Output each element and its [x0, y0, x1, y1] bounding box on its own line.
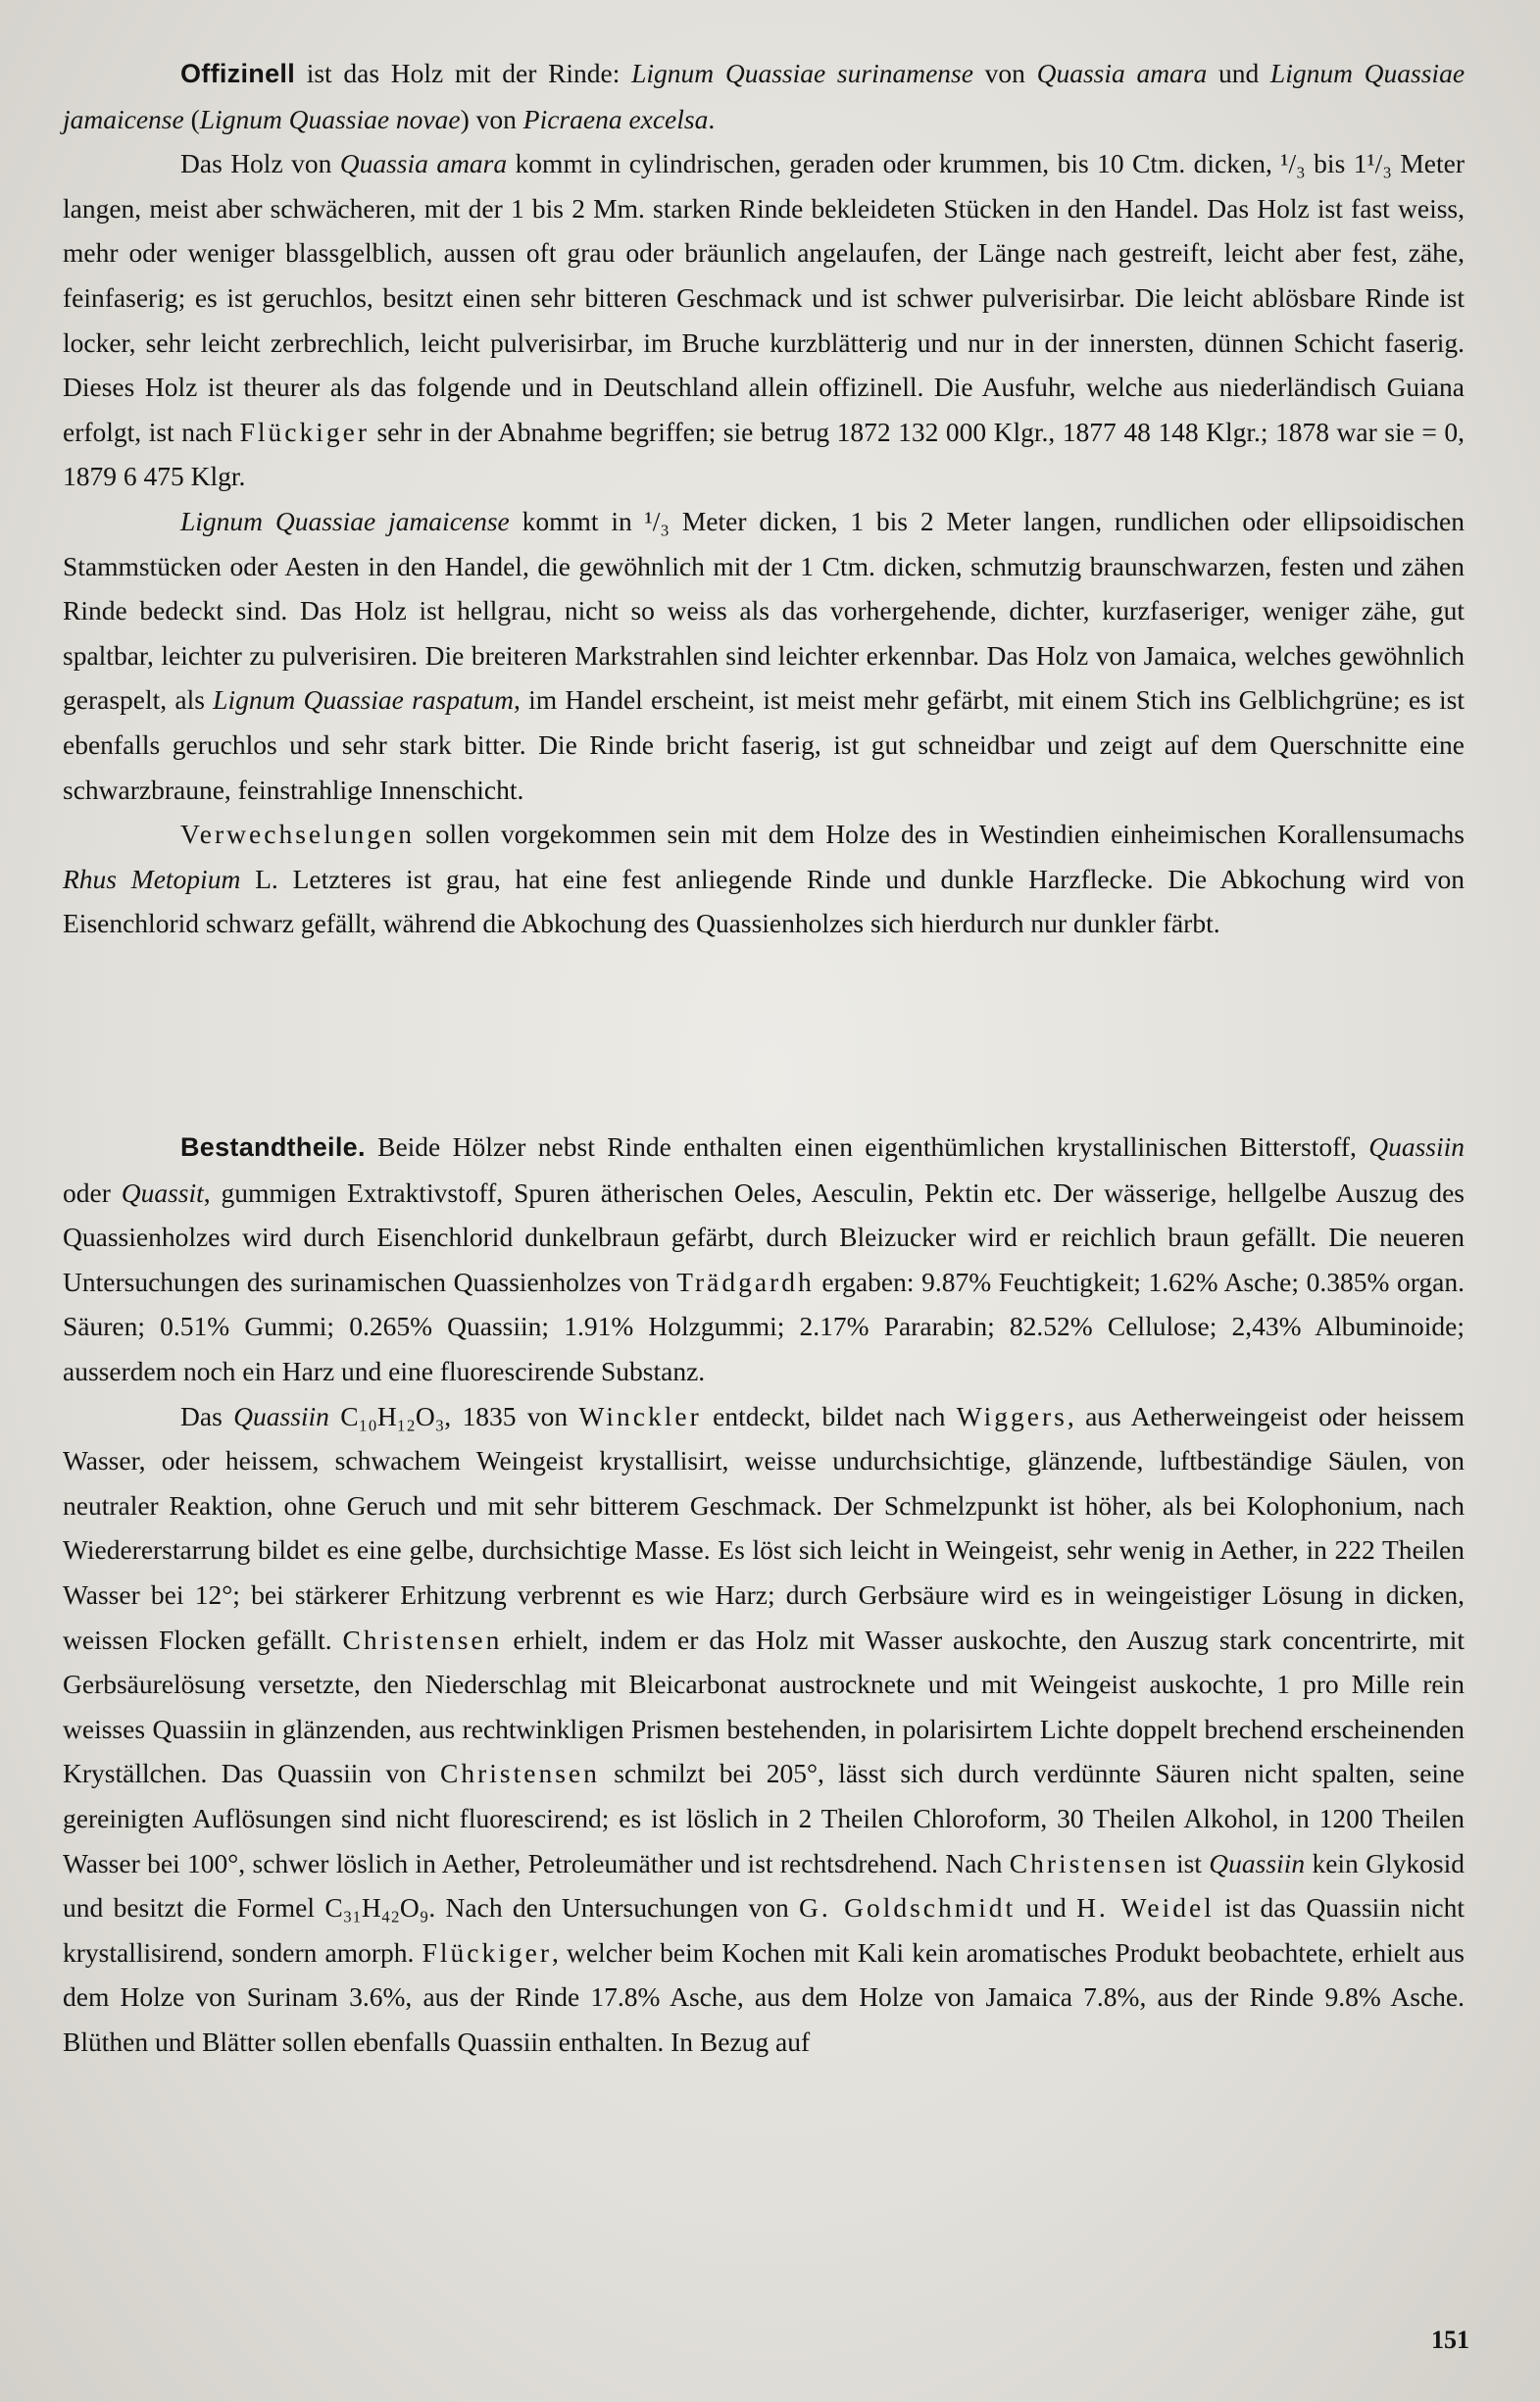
section-bestandtheile [63, 1125, 1465, 2064]
paragraph-quassia-jamaicense: Lignum Quassiae jamaicense kommt in ¹/₃ Meter dicken, 1 bis 2 Meter langen, rundlichen oder ellipsoidischen Stammstücken oder Aesten in den Handel, die gewöhnlich mit der 1 Ctm. dicken, schmutzig braunschwarzen, festen und zähen Rinde bedeckt sind. Das Holz ist hellgrau, nicht so weiss als das vorhergehende, dichter, kurzfaseriger, weniger zähe, gut spaltbar, leichter zu pulverisiren. Die breiteren Markstrahlen sind leichter erkennbar. Das Holz von Jamaica, welches gewöhnlich geraspelt, als Lignum Quassiae raspatum, im Handel erscheint, ist meist mehr gefärbt, mit einem Stich ins Gelblichgrüne; es ist ebenfalls geruchlos und sehr stark bitter. Die Rinde bricht faserig, ist gut schneidbar und zeigt auf dem Querschnitte eine schwarzbraune, feinstrahlige Innenschicht. [63, 505, 1465, 805]
paragraph-quassia-amara: Das Holz von Quassia amara kommt in cylindrischen, geraden oder krummen, bis 10 Ctm. dicken, ¹/₃ bis 1¹/₃ Meter langen, meist aber schwächeren, mit der 1 bis 2 Mm. starken Rinde bekleideten Stücken in den Handel. Das Holz ist fast weiss, mehr oder weniger blassgelblich, aussen oft grau oder bräunlich angelaufen, der Länge nach gestreift, leicht aber fest, zähe, feinfaserig; es ist geruchlos, besitzt einen sehr bitteren Geschmack und ist schwer pulverisirbar. Die leicht ablösbare Rinde ist locker, sehr leicht zerbrechlich, leicht pulverisirbar, im Bruche kurzblätterig und nur in der innersten, dünnen Schicht faserig. Dieses Holz ist theurer als das folgende und in Deutschland allein offizinell. Die Ausfuhr, welche aus niederländisch Guiana erfolgt, ist nach Flückiger sehr in der Abnahme begriffen; sie betrug 1872 132 000 Klgr., 1877 48 148 Klgr.; 1878 war sie = 0, 1879 6 475 Klgr. [63, 148, 1465, 492]
paragraph-quassiin: Das Quassiin C₁₀H₁₂O₃, 1835 von Winckler entdeckt, bildet nach Wiggers, aus Aetherweingeist oder heissem Wasser, oder heissem, schwachem Weingeist krystallisirt, weisse undurchsichtige, glänzende, luftbeständige Säulen, von neutraler Reaktion, ohne Geruch und mit sehr bitterem Geschmack. Der Schmelzpunkt ist höher, als bei Kolophonium, nach Wiedererstarrung bildet es eine gelbe, durchsichtige Masse. Es löst sich leicht in Weingeist, sehr wenig in Aether, in 222 Theilen Wasser bei 12°; bei stärkerer Erhitzung verbrennt es wie Harz; durch Gerbsäure wird es in weingeistiger Lösung in dicken, weissen Flocken gefällt. Christensen erhielt, indem er das Holz mit Wasser auskochte, den Auszug stark concentrirte, mit Gerbsäurelösung versetzte, den Niederschlag mit Bleicarbonat austrocknete und mit Weingeist auskochte, 1 pro Mille rein weisses Quassiin in glänzenden, aus rechtwinkligen Prismen bestehenden, in polarisirtem Lichte doppelt brechend erscheinenden Kryställchen. Das Quassiin von Christensen schmilzt bei 205°, lässt sich durch verdünnte Säuren nicht spalten, seine gereinigten Auflösungen sind nicht fluorescirend; es ist löslich in 2 Theilen Chloroform, 30 Theilen Alkohol, in 1200 Theilen Wasser bei 100°, schwer löslich in Aether, Petroleumäther und ist rechtsdrehend. Nach Christensen ist Quassiin kein Glykosid und besitzt die Formel C₃₁H₄₂O₉. Nach den Untersuchungen von G. Goldschmidt und H. Weidel ist das Quassiin nicht krystallisirend, sondern amorph. Flückiger, welcher beim Kochen mit Kali kein aromatisches Produkt beobachtete, erhielt aus dem Holze von Surinam 3.6%, aus der Rinde 17.8% Asche, aus dem Holze von Jamaica 7.8%, aus der Rinde 9.8% Asche. Blüthen und Blätter sollen ebenfalls Quassiin enthalten. In Bezug auf [63, 1400, 1465, 2057]
paragraph-verwechselungen: Verwechselungen sollen vorgekommen sein mit dem Holze des in Westindien einheimischen Korallensumachs Rhus Metopium L. Letzteres ist grau, hat eine fest anliegende Rinde und dunkle Harzflecke. Die Abkochung wird von Eisenchlorid schwarz gefällt, während die Abkochung des Quassienholzes sich hierdurch nur dunkler färbt. [63, 819, 1465, 939]
section-offizinell [63, 51, 1465, 946]
section-heading-bestandtheile: Bestandtheile. [180, 1132, 366, 1162]
paragraph-offizinell-intro: Offizinell ist das Holz mit der Rinde: Lignum Quassiae surinamense von Quassia amara und Lignum Quassiae jamaicense (Lignum Quassiae novae) von Picraena excelsa. [63, 58, 1465, 134]
page-number: 151 [1431, 2326, 1469, 2354]
section-heading-offizinell: Offizinell [180, 59, 295, 88]
paragraph-bestandtheile-intro: Bestandtheile. Beide Hölzer nebst Rinde enthalten einen eigenthümlichen krystallinischen Bitterstoff, Quassiin oder Quassit, gummigen Extraktivstoff, Spuren ätherischen Oeles, Aesculin, Pektin etc. Der wässerige, hellgelbe Auszug des Quassienholzes wird durch Eisenchlorid dunkelbraun gefärbt, durch Bleizucker wird er reichlich braun gefällt. Die neueren Untersuchungen des surinamischen Quassienholzes von Trädgardh ergaben: 9.87% Feuchtigkeit; 1.62% Asche; 0.385% organ. Säuren; 0.51% Gummi; 0.265% Quassiin; 1.91% Holzgummi; 2.17% Pararabin; 82.52% Cellulose; 2,43% Albuminoide; ausserdem noch ein Harz und eine fluorescirende Substanz. [63, 1131, 1465, 1386]
